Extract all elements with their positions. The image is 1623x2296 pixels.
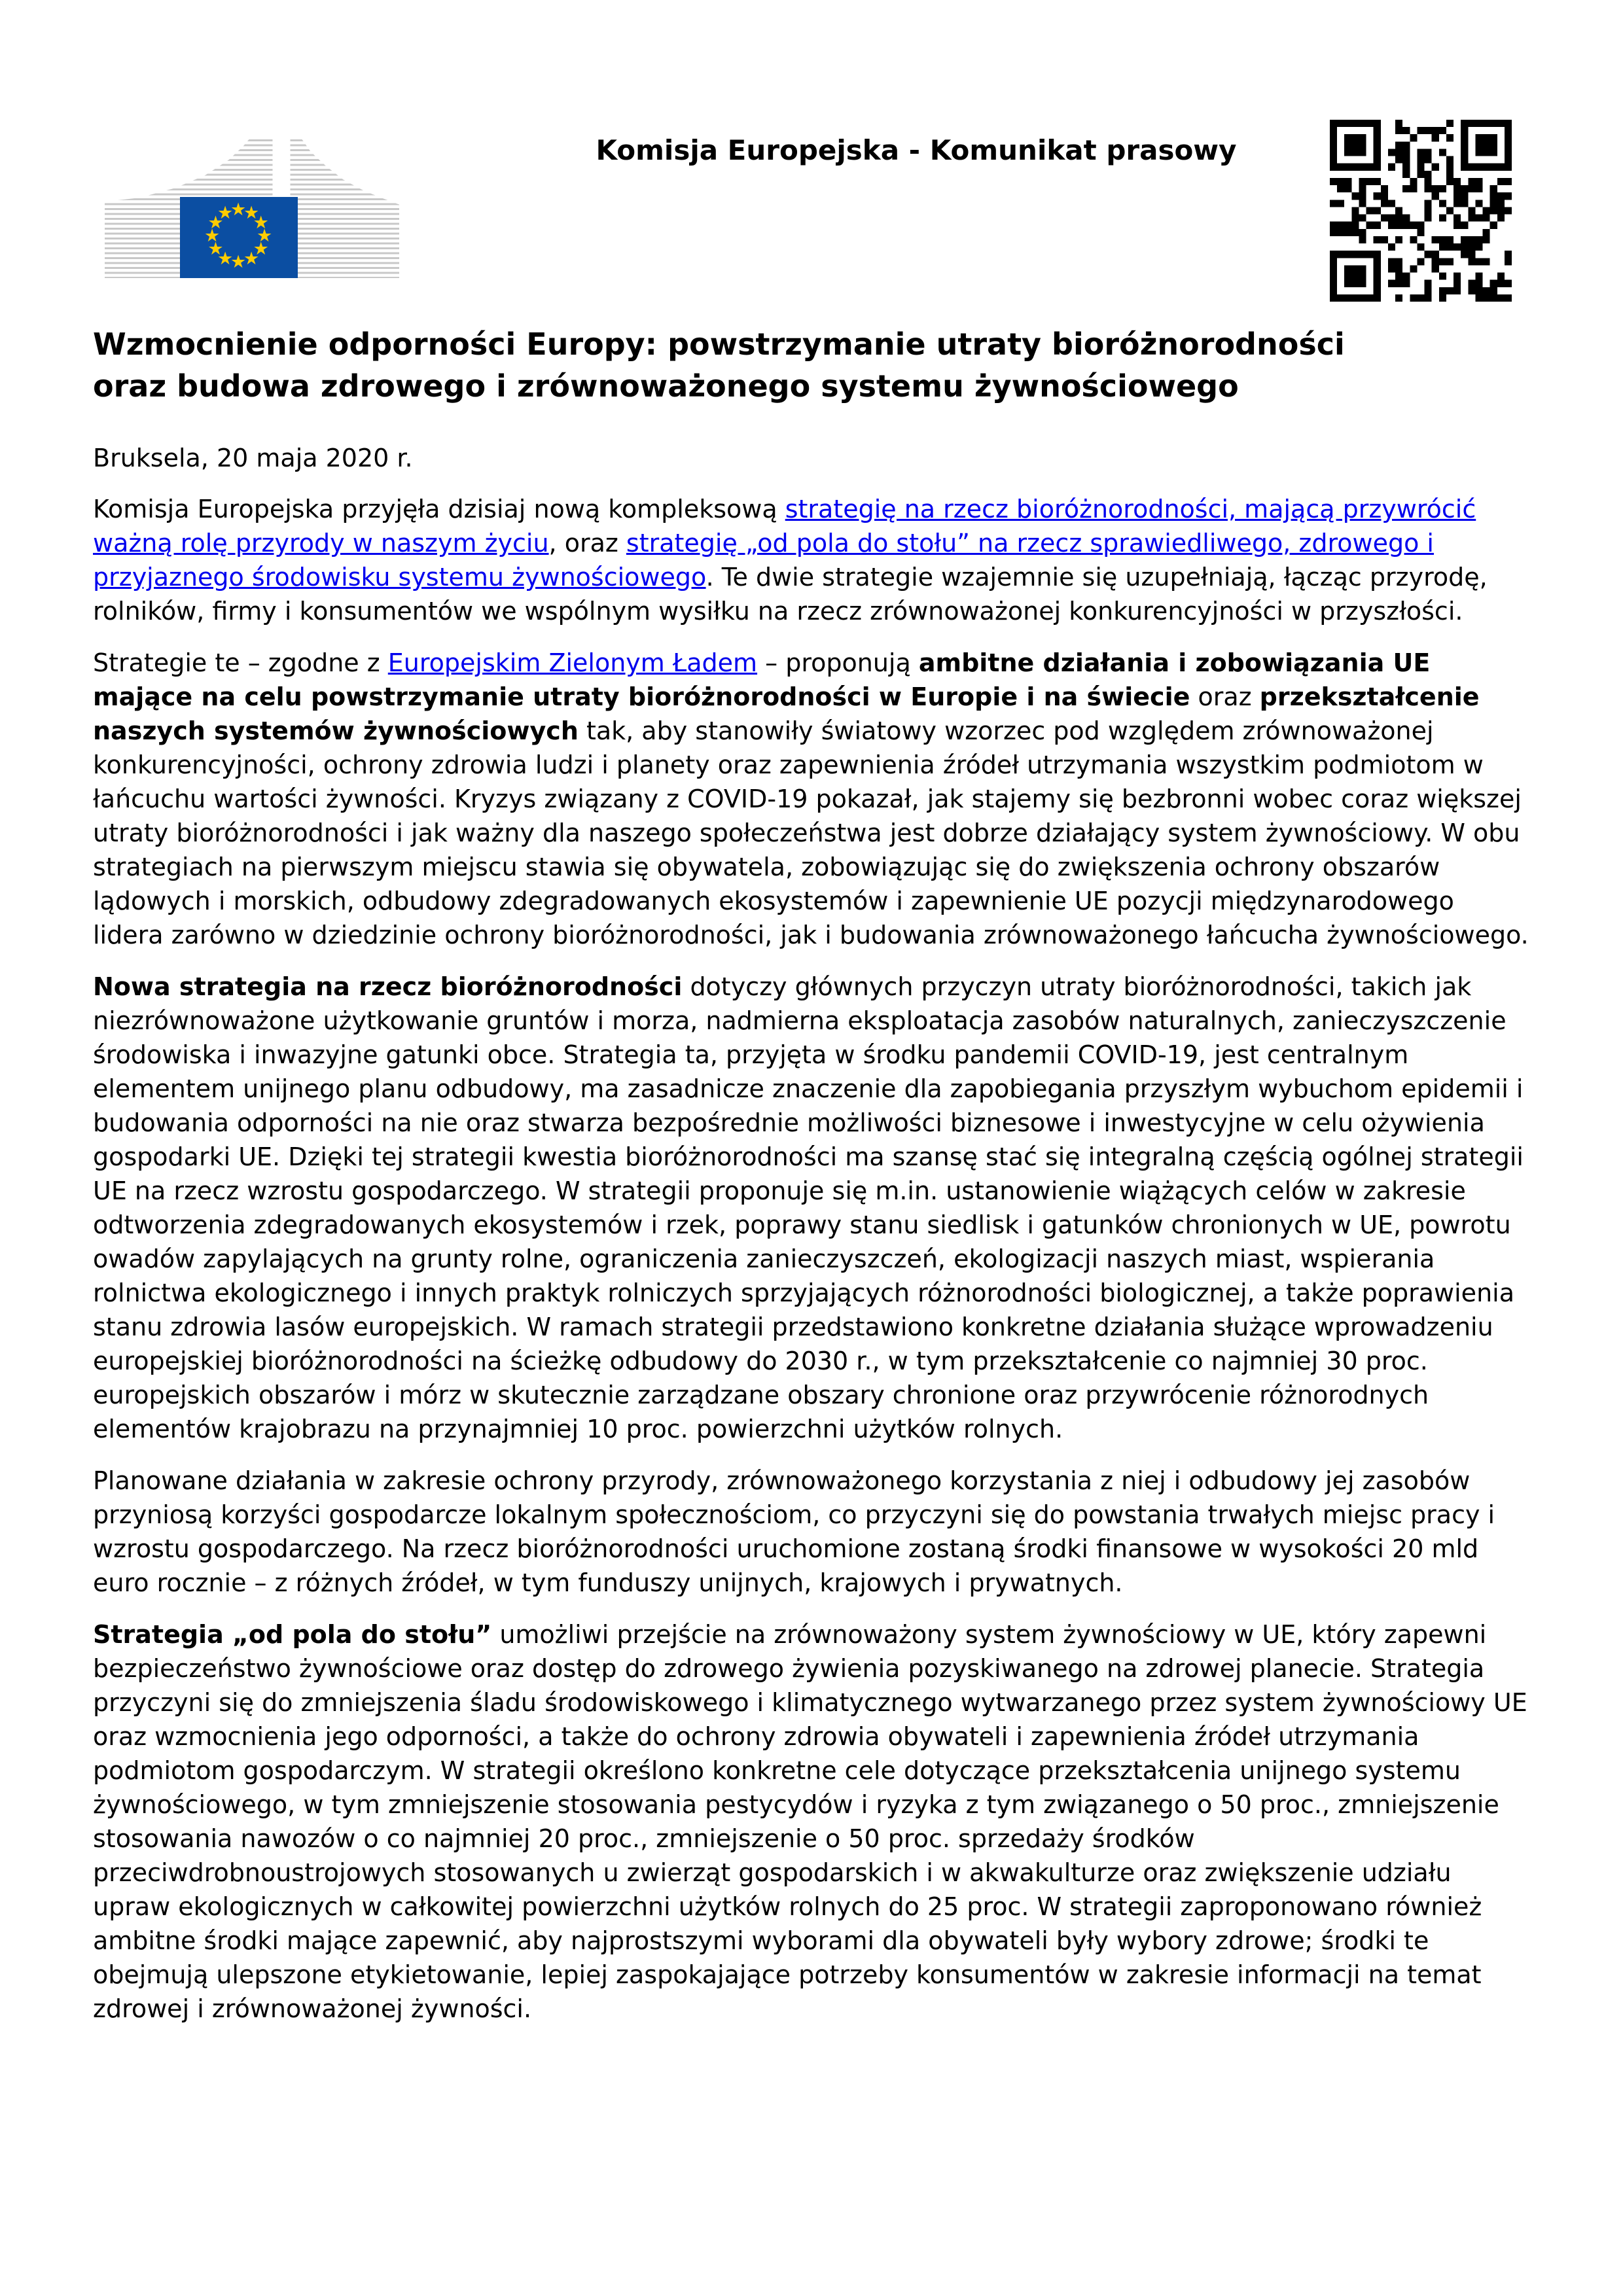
dateline: Bruksela, 20 maja 2020 r. xyxy=(93,444,413,472)
text-run: Strategie te – zgodne z xyxy=(93,648,388,677)
article-body xyxy=(93,492,1530,2026)
eu-star-icon: ★ xyxy=(230,252,247,272)
body-paragraph xyxy=(93,646,1530,952)
inline-link[interactable]: strategię na rzecz bioróżnorodności, mającą przywrócić ważną rolę przyrody w naszym życiu xyxy=(93,495,1476,557)
bold-text-run: Nowa strategia na rzecz bioróżnorodności xyxy=(93,972,683,1001)
article-title xyxy=(93,323,1530,407)
eu-star-icon: ★ xyxy=(204,226,221,246)
article xyxy=(93,0,1530,2043)
article-title-line1: Wzmocnienie odporności Europy: powstrzymanie utraty bioróżnorodności xyxy=(93,327,1345,362)
eu-star-icon: ★ xyxy=(207,213,224,233)
eu-star-icon: ★ xyxy=(217,248,234,269)
body-paragraph xyxy=(93,1464,1530,1600)
bold-text-run: przekształcenie naszych systemów żywnościowych xyxy=(93,682,1480,745)
bold-text-run: Strategia „od pola do stołu” xyxy=(93,1620,492,1649)
inline-link[interactable]: Europejskim Zielonym Ładem xyxy=(387,648,758,677)
text-run: Komisja Europejska przyjęła dzisiaj nową kompleksową xyxy=(93,495,785,523)
document-type-title: Komisja Europejska - Komunikat prasowy xyxy=(596,134,1237,166)
text-run: umożliwi przejście na zrównoważony system żywnościowy w UE, który zapewni bezpieczeństwo żywnościowe oraz dostęp do zdrowego żywienia pozyskiwanego na zdrowej planecie. Strategia przyczyni się do zmniejszenia śladu środowiskowego i klimatycznego wytwarzanego przez system żywnościowy UE oraz wzmocnienia jego odporności, a także do ochrony zdrowia obywateli i zapewnienia źródeł utrzymania podmiotom gospodarczym. W strategii określono konkretne cele dotyczące przekształcenia unijnego systemu żywnościowego, w tym zmniejszenie stosowania pestycydów i ryzyka z tym związanego o 50 proc., zmniejszenie stosowania nawozów o co najmniej 20 proc., zmniejszenie o 50 proc. sprzedaży środków przeciwdrobnoustrojowych stosowanych u zwierząt gospodarskich i w akwakulturze oraz zwiększenie udziału upraw ekologicznych w całkowitej powierzchni użytków rolnych do 25 proc. W strategii zaproponowano również ambitne środki mające zapewnić, aby najprostszymi wyborami dla obywateli były wybory zdrowe; środki te obejmują ulepszone etykietowanie, lepiej zaspokajające potrzeby konsumentów w zakresie informacji na temat zdrowej i zrównoważonej żywności. xyxy=(93,1620,1527,2023)
article-title-line2: oraz budowa zdrowego i zrównoważonego systemu żywnościowego xyxy=(93,368,1239,404)
body-paragraph xyxy=(93,492,1530,628)
text-run: Planowane działania w zakresie ochrony przyrody, zrównoważonego korzystania z niej i odbudowy jej zasobów przyniosą korzyści gospodarcze lokalnym społecznościom, co przyczyni się do powstania trwałych miejsc pracy i wzrostu gospodarczego. Na rzecz bioróżnorodności uruchomione zostaną środki finansowe w wysokości 20 mld euro rocznie – z różnych źródeł, w tym funduszy unijnych, krajowych i prywatnych. xyxy=(93,1466,1495,1597)
eu-star-icon: ★ xyxy=(243,248,260,269)
bold-text-run: ambitne działania i zobowiązania UE mające na celu powstrzymanie utraty bioróżnorodności w Europie i na świecie xyxy=(93,648,1431,711)
text-run: dotyczy głównych przyczyn utraty bioróżnorodności, takich jak niezrównoważone użytkowanie gruntów i morza, nadmierna eksploatacja zasobów naturalnych, zanieczyszczenie środowiska i inwazyjne gatunki obce. Strategia ta, przyjęta w środku pandemii COVID-19, jest centralnym elementem unijnego planu odbudowy, ma zasadnicze znaczenie dla zapobiegania przyszłym wybuchom epidemii i budowania odporności na nie oraz stwarza bezpośrednie możliwości biznesowe i inwestycyjne w celu ożywienia gospodarki UE. Dzięki tej strategii kwestia bioróżnorodności ma szansę stać się integralną częścią ogólnej strategii UE na rzecz wzrostu gospodarczego. W strategii proponuje się m.in. ustanowienie wiążących celów w zakresie odtworzenia zdegradowanych ekosystemów i rzek, poprawy stanu siedlisk i gatunków chronionych w UE, powrotu owadów zapylających na grunty rolne, ograniczenia zanieczyszczeń, ekologizacji naszych miast, wspierania rolnictwa ekologicznego i innych praktyk rolniczych sprzyjających różnorodności biologicznej, a także poprawienia stanu zdrowia lasów europejskich. W ramach strategii przedstawiono konkretne działania służące wprowadzeniu europejskiej bioróżnorodności na ścieżkę odbudowy do 2030 r., w tym przekształcenie co najmniej 30 proc. europejskich obszarów i mórz w skutecznie zarządzane obszary chronione oraz przywrócenie różnorodnych elementów krajobrazu na przynajmniej 10 proc. powierzchni użytków rolnych. xyxy=(93,972,1524,1443)
eu-star-icon: ★ xyxy=(257,226,273,246)
text-run: , oraz xyxy=(548,529,626,557)
text-run: . Te dwie strategie wzajemnie się uzupełniają, łącząc przyrodę, rolników, firmy i konsumentów we wspólnym wysiłku na rzecz zrównoważonej konkurencyjności w przyszłości. xyxy=(93,563,1488,626)
eu-star-icon: ★ xyxy=(217,203,234,224)
body-paragraph xyxy=(93,1617,1530,2026)
eu-star-icon: ★ xyxy=(243,203,260,224)
text-run: oraz xyxy=(1190,682,1260,711)
text-run: – proponują xyxy=(757,648,919,677)
eu-star-icon: ★ xyxy=(253,239,269,259)
inline-link[interactable]: strategię „od pola do stołu” na rzecz sprawiedliwego, zdrowego i przyjaznego środowisku systemu żywnościowego xyxy=(93,529,1434,592)
eu-star-icon: ★ xyxy=(207,239,224,259)
eu-star-icon: ★ xyxy=(230,200,247,220)
text-run: tak, aby stanowiły światowy wzorzec pod względem zrównoważonej konkurencyjności, ochrony zdrowia ludzi i planety oraz zapewnienia źródeł utrzymania wszystkim podmiotom w łańcuchu wartości żywności. Kryzys związany z COVID-19 pokazał, jak stajemy się bezbronni wobec coraz większej utraty bioróżnorodności i jak ważny dla naszego społeczeństwa jest dobrze działający system żywnościowy. W obu strategiach na pierwszym miejscu stawia się obywatela, zobowiązując się do zwiększenia ochrony obszarów lądowych i morskich, odbudowy zdegradowanych ekosystemów i zapewnienie UE pozycji międzynarodowego lidera zarówno w dziedzinie ochrony bioróżnorodności, jak i budowania zrównoważonego łańcucha żywnościowego. xyxy=(93,716,1529,949)
body-paragraph xyxy=(93,970,1530,1446)
eu-star-icon: ★ xyxy=(253,213,269,233)
